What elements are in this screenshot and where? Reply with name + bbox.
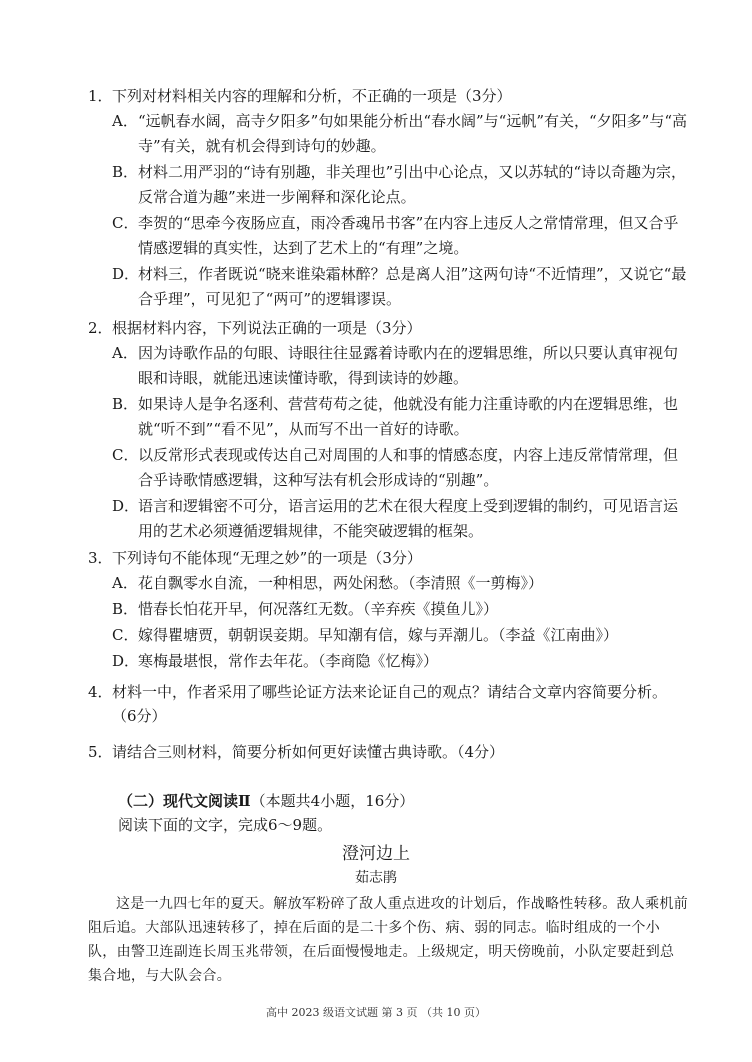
option-letter: D．: [112, 265, 140, 283]
option-d: [88, 649, 688, 674]
question-points: （6分）: [112, 707, 167, 725]
question-number: 4．: [88, 683, 113, 701]
question-number: 1．: [88, 87, 113, 105]
option-text: 花自飘零水自流，一种相思，两处闲愁。（李清照《一剪梅》）: [138, 574, 544, 592]
option-text: 材料三，作者既说“晓来谁染霜林醉？总是离人泪”这两句诗“不近情理”，又说它“最合乎理”，可见犯了“两可”的逻辑谬误。: [138, 265, 687, 308]
question-stem: 下列对材料相关内容的理解和分析，不正确的一项是（3分）: [112, 87, 512, 105]
question-stem: 请结合三则材料，简要分析如何更好读懂古典诗歌。（4分）: [112, 743, 505, 761]
option-b: [88, 160, 688, 210]
option-text: 以反常形式表现或传达自己对周围的人和事的情感态度，内容上违反常情常理，但合乎诗歌情感逻辑，这种写法有机会形成诗的“别趣”。: [138, 446, 679, 489]
section-instruction: 阅读下面的文字，完成6～9题。: [118, 816, 333, 834]
option-text: 因为诗歌作品的句眼、诗眼往往显露着诗歌内在的逻辑思维，所以只要认真审视句眼和诗眼，就能迅速读懂诗歌，得到读诗的妙趣。: [138, 344, 679, 387]
section-heading: [118, 790, 414, 812]
option-text: 材料二用严羽的“诗有别趣，非关理也”引出中心论点，又以苏轼的“诗以奇趣为宗，反常合道为趣”来进一步阐释和深化论点。: [138, 163, 687, 206]
option-letter: A．: [112, 574, 138, 592]
option-text: 如果诗人是争名逐利、营营苟苟之徒，他就没有能力注重诗歌的内在逻辑思维，也就“听不到”“看不见”，从而写不出一首好的诗歌。: [138, 395, 679, 438]
option-text: 李贺的“思牵今夜肠应直，雨冷香魂吊书客”在内容上违反人之常情常理，但又合乎情感逻辑的真实性，达到了艺术上的“有理”之境。: [138, 214, 679, 257]
option-b: [88, 597, 688, 622]
article-title: 澄河边上: [342, 844, 410, 864]
option-text: “远帆春水阔，高寺夕阳多”句如果能分析出“春水阔”与“远帆”有关，“夕阳多”与“高寺”有关，就有机会得到诗句的妙趣。: [138, 112, 688, 155]
option-letter: B．: [112, 163, 139, 181]
question-1: [88, 84, 688, 312]
question-number: 2．: [88, 319, 113, 337]
section-meta: （本题共4小题，16分）: [250, 792, 415, 810]
question-5: [88, 740, 688, 764]
option-text: 寒梅最堪恨，常作去年花。（李商隐《忆梅》）: [138, 652, 439, 670]
option-letter: B．: [112, 600, 139, 618]
question-stem: 材料一中，作者采用了哪些论证方法来论证自己的观点？请结合文章内容简要分析。: [112, 683, 668, 701]
option-letter: C．: [112, 626, 139, 644]
question-3: [88, 546, 688, 674]
page-footer: 高中 2023 级语文试题 第 3 页 （共 10 页）: [266, 1006, 486, 1019]
option-text: 语言和逻辑密不可分，语言运用的艺术在很大程度上受到逻辑的制约，可见语言运用的艺术必须遵循逻辑规律，不能突破逻辑的框架。: [138, 497, 679, 540]
option-d: [88, 262, 688, 312]
option-d: [88, 494, 688, 544]
option-c: [88, 443, 688, 493]
question-4: [88, 680, 688, 728]
option-letter: A．: [112, 344, 138, 362]
question-stem: 下列诗句不能体现“无理之妙”的一项是（3分）: [112, 549, 422, 567]
option-c: [88, 211, 688, 261]
option-a: [88, 109, 688, 159]
option-a: [88, 571, 688, 596]
option-letter: A．: [112, 112, 138, 130]
section-title: （二）现代文阅读Ⅱ: [118, 792, 251, 810]
option-c: [88, 623, 688, 648]
article-author: 茹志鹃: [355, 870, 397, 886]
question-number: 5．: [88, 743, 113, 761]
option-letter: D．: [112, 652, 140, 670]
question-2: [88, 316, 688, 544]
option-letter: B．: [112, 395, 139, 413]
question-number: 3．: [88, 549, 113, 567]
question-stem: 根据材料内容，下列说法正确的一项是（3分）: [112, 319, 422, 337]
option-letter: D．: [112, 497, 140, 515]
option-text: 嫁得瞿塘贾，朝朝误妾期。早知潮有信，嫁与弄潮儿。（李益《江南曲》）: [138, 626, 619, 644]
option-b: [88, 392, 688, 442]
option-letter: C．: [112, 446, 139, 464]
option-a: [88, 341, 688, 391]
article-paragraph: 这是一九四七年的夏天。解放军粉碎了敌人重点进攻的计划后，作战略性转移。敌人乘机前阻后追。大部队迅速转移了，掉在后面的是二十多个伤、病、弱的同志。临时组成的一个小队，由警卫连副连长周玉兆带领，在后面慢慢地走。上级规定，明天傍晚前，小队定要赶到总集合地，与大队会合。: [88, 896, 688, 984]
option-letter: C．: [112, 214, 139, 232]
option-text: 惜春长怕花开早，何况落红无数。（辛弃疾《摸鱼儿》）: [138, 600, 499, 618]
